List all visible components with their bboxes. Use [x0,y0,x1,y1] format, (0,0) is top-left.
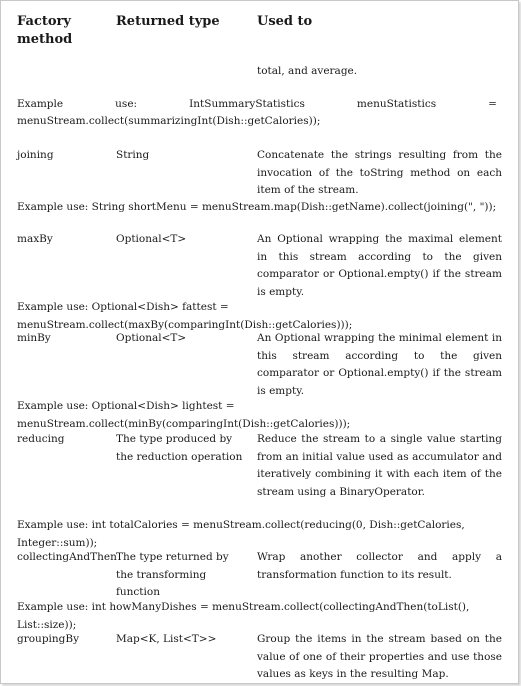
example-summarizing-line1 [17,96,497,114]
returned-type: Optional<T> [116,332,187,344]
returned-type: String [116,149,150,161]
factory-method: collectingAndThen [17,551,117,563]
factory-method: reducing [17,433,65,445]
returned-type: Map<K, List<T>> [116,633,217,645]
continuation-text: total, and average. [257,65,358,77]
example-word: Example [17,98,64,110]
example-use: Example use: int totalCalories = menuStream.collect(reducing(0, Dish::getCalories, Integer::sum)); [17,519,465,549]
used-to-description: Reduce the stream to a single value starting from an initial value used as accumulator and iteratively combining it with each item of the stream using a BinaryOperator. [257,433,502,498]
returned-type: The type returned by the transforming function [116,551,229,598]
example-use: Example use: int howManyDishes = menuStream.collect(collectingAndThen(toList(), List::size)); [17,601,470,631]
example-use: Example use: Optional<Dish> fattest = menuStream.collect(maxBy(comparingInt(Dish::getCalories))); [17,301,353,331]
factory-method: groupingBy [17,633,80,645]
returned-type: Optional<T> [116,233,187,245]
factory-method: joining [17,149,54,161]
used-to-description: An Optional wrapping the minimal element in this stream according to the given comparator or Optional.empty() if the stream is empty. [257,332,502,397]
header-factory-method: Factory method [17,14,73,47]
header-used-to: Used to [257,14,313,29]
example-word: use: [115,98,138,110]
used-to-description: An Optional wrapping the maximal element in this stream according to the given comparator or Optional.empty() if the stream is empty. [257,233,502,298]
example-word: menuStatistics [356,98,437,110]
example-use: Example use: Optional<Dish> lightest = menuStream.collect(minBy(comparingInt(Dish::getCalories))); [17,400,351,430]
factory-method: maxBy [17,233,53,245]
used-to-description: Wrap another collector and apply a transformation function to its result. [257,551,502,581]
used-to-description: Concatenate the strings resulting from the invocation of the toString method on each item of the stream. [257,149,502,196]
used-to-description: Group the items in the stream based on the value of one of their properties and use those values as keys in the resulting Map. [257,633,502,680]
example-summarizing-line2: menuStream.collect(summarizingInt(Dish::getCalories)); [17,115,321,127]
returned-type: The type produced by the reduction operation [116,433,243,463]
example-word: = [488,98,497,110]
factory-method: minBy [17,332,51,344]
header-returned-type: Returned type [116,14,220,29]
example-use: Example use: String shortMenu = menuStream.map(Dish::getName).collect(joining(", ")); [17,201,497,213]
example-word: IntSummaryStatistics [189,98,305,110]
